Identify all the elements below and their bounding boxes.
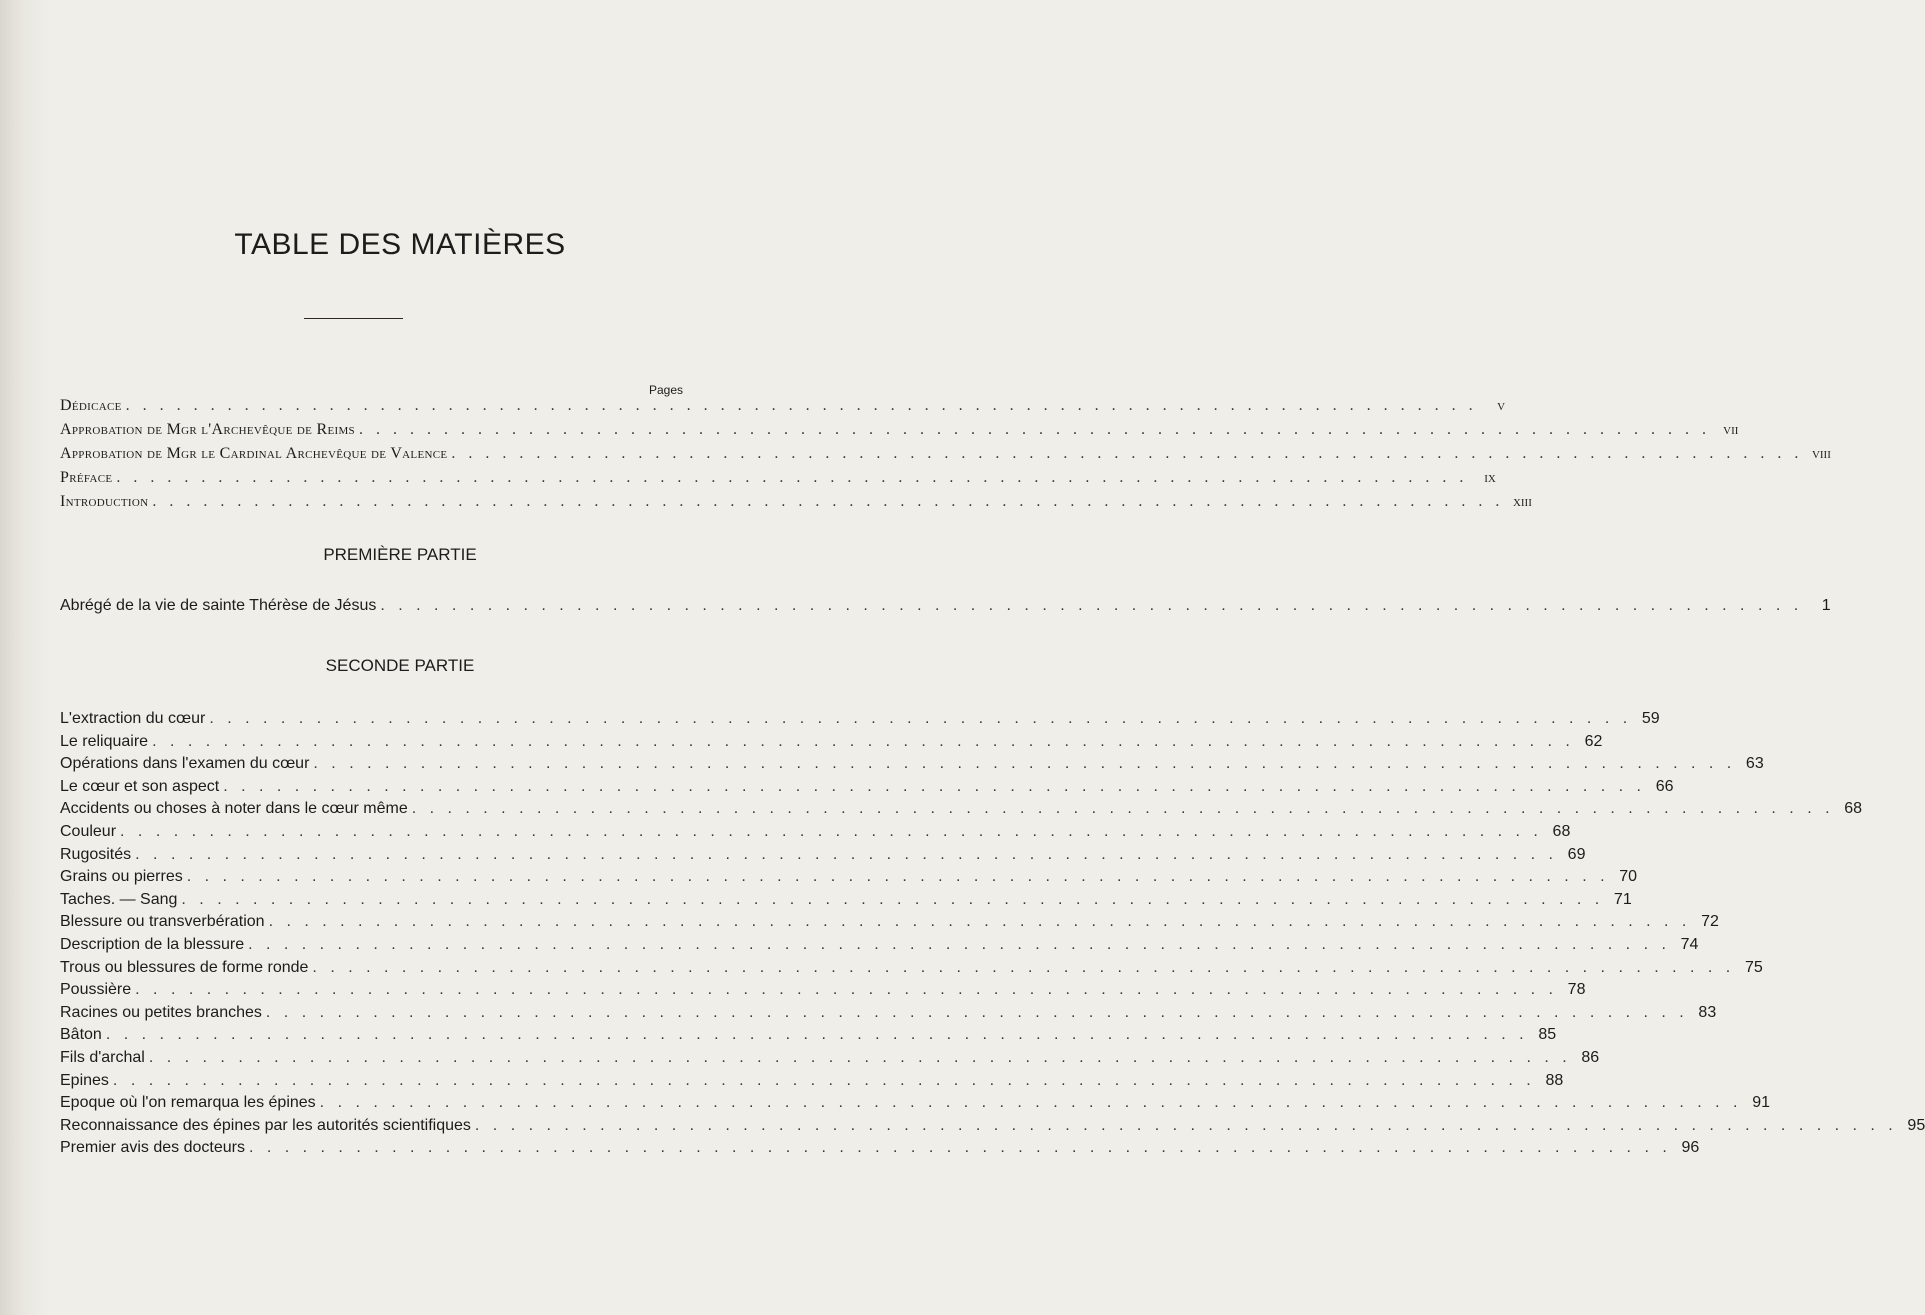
toc-entry-label: Introduction — [60, 493, 149, 510]
dot-leader: . . . . . . . . . . . . . . . . . . . . . . . . . . . . . . . . . . . . . . . . . . . . . . . . . . . . . . . . . . . . . . . . . . . . . . . . . . . . . . . . — [312, 958, 1735, 976]
toc-entry — [60, 1116, 1925, 1137]
toc-entry — [60, 800, 1863, 820]
toc-entry-page: 86 — [1581, 1049, 1600, 1066]
toc-entry — [60, 936, 1699, 956]
toc-entry-label: Reconnaissance des épines par les autorités scientifiques — [60, 1116, 471, 1134]
toc-entry-page: 69 — [1567, 845, 1586, 863]
pages-column-label: Pages — [648, 383, 683, 397]
toc-entry — [60, 913, 1719, 933]
toc-entry-page: xiii — [1512, 493, 1532, 510]
toc-entry — [60, 777, 1674, 798]
dot-leader: . . . . . . . . . . . . . . . . . . . . . . . . . . . . . . . . . . . . . . . . . . . . . . . . . . . . . . . . . . . . . . . . . . . . . . . . . . . . . . . . — [125, 397, 1478, 414]
toc-entry-label: Epoque où l'on remarqua les épines — [60, 1094, 316, 1112]
toc-entry — [60, 981, 1586, 1001]
dot-leader: . . . . . . . . . . . . . . . . . . . . . . . . . . . . . . . . . . . . . . . . . . . . . . . . . . . . . . . . . . . . . . . . . . . . . . . . . . . . . . . . — [313, 755, 1736, 773]
dot-leader: . . . . . . . . . . . . . . . . . . . . . . . . . . . . . . . . . . . . . . . . . . . . . . . . . . . . . . . . . . . . . . . . . . . . . . . . . . . . . . . . — [451, 445, 1803, 462]
dot-leader: . . . . . . . . . . . . . . . . . . . . . . . . . . . . . . . . . . . . . . . . . . . . . . . . . . . . . . . . . . . . . . . . . . . . . . . . . . . . . . . . — [209, 710, 1632, 727]
page-title: TABLE DES MATIÈRES — [234, 228, 566, 261]
toc-entry-part1 — [60, 597, 1831, 617]
dot-leader: . . . . . . . . . . . . . . . . . . . . . . . . . . . . . . . . . . . . . . . . . . . . . . . . . . . . . . . . . . . . . . . . . . . . . . . . . . . . . . . . — [152, 493, 1504, 510]
toc-entry-label: Racines ou petites branches — [60, 1003, 262, 1021]
dot-leader: . . . . . . . . . . . . . . . . . . . . . . . . . . . . . . . . . . . . . . . . . . . . . . . . . . . . . . . . . . . . . . . . . . . . . . . . . . . . . . . . — [112, 1071, 1536, 1089]
toc-entry-page: viii — [1811, 445, 1831, 462]
toc-entry-label: Accidents ou choses à noter dans le cœur même — [60, 800, 408, 818]
toc-entry-label: Epines — [60, 1071, 109, 1089]
dot-leader: . . . . . . . . . . . . . . . . . . . . . . . . . . . . . . . . . . . . . . . . . . . . . . . . . . . . . . . . . . . . . . . . . . . . . . . . . . . . . . . . — [248, 936, 1671, 953]
toc-entry-label: Dédicace — [60, 397, 122, 414]
dot-leader: . . . . . . . . . . . . . . . . . . . . . . . . . . . . . . . . . . . . . . . . . . . . . . . . . . . . . . . . . . . . . . . . . . . . . . . . . . . . . . . . — [181, 890, 1604, 908]
toc-entry-page: 95 — [1907, 1116, 1925, 1134]
toc-entry — [60, 1049, 1600, 1069]
toc-entry-page: ix — [1484, 469, 1496, 486]
toc-entry-label: Bâton — [60, 1026, 102, 1044]
toc-entry-label: Le cœur et son aspect — [60, 777, 220, 795]
dot-leader: . . . . . . . . . . . . . . . . . . . . . . . . . . . . . . . . . . . . . . . . . . . . . . . . . . . . . . . . . . . . . . . . . . . . . . . . . . . . . . . . — [380, 597, 1803, 614]
toc-entry-label: Approbation de Mgr l'Archevêque de Reims — [60, 421, 355, 438]
dot-leader: . . . . . . . . . . . . . . . . . . . . . . . . . . . . . . . . . . . . . . . . . . . . . . . . . . . . . . . . . . . . . . . . . . . . . . . . . . . . . . . . — [265, 1003, 1689, 1021]
dot-leader: . . . . . . . . . . . . . . . . . . . . . . . . . . . . . . . . . . . . . . . . . . . . . . . . . . . . . . . . . . . . . . . . . . . . . . . . . . . . . . . . — [358, 421, 1711, 438]
title-rule — [304, 318, 403, 319]
toc-entry-page: 70 — [1619, 868, 1638, 886]
toc-entry-page: v — [1497, 397, 1506, 414]
toc-entry-page: 85 — [1538, 1026, 1557, 1044]
toc-entry-page: 68 — [1552, 823, 1571, 840]
toc-entry-label: Taches. — Sang — [60, 890, 178, 908]
dot-leader: . . . . . . . . . . . . . . . . . . . . . . . . . . . . . . . . . . . . . . . . . . . . . . . . . . . . . . . . . . . . . . . . . . . . . . . . . . . . . . . . — [223, 777, 1646, 795]
toc-entry-page: 91 — [1752, 1094, 1770, 1112]
toc-entry-label: Approbation de Mgr le Cardinal Archevêque de Valence — [60, 445, 448, 462]
toc-entry-page: 62 — [1584, 732, 1603, 750]
dot-leader: . . . . . . . . . . . . . . . . . . . . . . . . . . . . . . . . . . . . . . . . . . . . . . . . . . . . . . . . . . . . . . . . . . . . . . . . . . . . . . . . — [474, 1116, 1898, 1134]
toc-entry — [60, 890, 1632, 911]
toc-entry-page: 74 — [1680, 936, 1699, 953]
dot-leader: . . . . . . . . . . . . . . . . . . . . . . . . . . . . . . . . . . . . . . . . . . . . . . . . . . . . . . . . . . . . . . . . . . . . . . . . . . . . . . . . — [186, 868, 1610, 886]
toc-entry-dedicace — [60, 397, 1506, 417]
toc-entry-label: Premier avis des docteurs — [60, 1139, 245, 1157]
dot-leader: . . . . . . . . . . . . . . . . . . . . . . . . . . . . . . . . . . . . . . . . . . . . . . . . . . . . . . . . . . . . . . . . . . . . . . . . . . . . . . . . — [105, 1026, 1529, 1044]
toc-entry-label: Fils d'archal — [60, 1049, 145, 1066]
toc-entry-introduction — [60, 493, 1532, 513]
toc-entry — [60, 755, 1764, 775]
toc-entry-page: 66 — [1655, 777, 1674, 795]
dot-leader: . . . . . . . . . . . . . . . . . . . . . . . . . . . . . . . . . . . . . . . . . . . . . . . . . . . . . . . . . . . . . . . . . . . . . . . . . . . . . . . . — [248, 1139, 1672, 1157]
toc-entry-preface — [60, 469, 1496, 489]
toc-entry-page: 83 — [1698, 1003, 1717, 1021]
toc-entry-label: Grains ou pierres — [60, 868, 183, 886]
toc-entry-page: 63 — [1745, 755, 1764, 773]
toc-entry-page: 1 — [1821, 597, 1831, 614]
toc-entry-page: 75 — [1744, 958, 1763, 976]
toc-entry-label: Poussière — [60, 981, 132, 999]
dot-leader: . . . . . . . . . . . . . . . . . . . . . . . . . . . . . . . . . . . . . . . . . . . . . . . . . . . . . . . . . . . . . . . . . . . . . . . . . . . . . . . . — [268, 913, 1691, 931]
dot-leader: . . . . . . . . . . . . . . . . . . . . . . . . . . . . . . . . . . . . . . . . . . . . . . . . . . . . . . . . . . . . . . . . . . . . . . . . . . . . . . . . — [411, 800, 1835, 818]
toc-entry — [60, 1094, 1770, 1114]
toc-entry — [60, 1026, 1557, 1046]
toc-entry — [60, 823, 1571, 843]
part2-heading: SECONDE PARTIE — [325, 656, 475, 675]
toc-entry — [60, 1003, 1717, 1024]
dot-leader: . . . . . . . . . . . . . . . . . . . . . . . . . . . . . . . . . . . . . . . . . . . . . . . . . . . . . . . . . . . . . . . . . . . . . . . . . . . . . . . . — [135, 981, 1558, 999]
toc-entry-page: 59 — [1641, 710, 1660, 727]
toc-entry-label: Rugosités — [60, 845, 132, 863]
toc-entry — [60, 732, 1603, 753]
dot-leader: . . . . . . . . . . . . . . . . . . . . . . . . . . . . . . . . . . . . . . . . . . . . . . . . . . . . . . . . . . . . . . . . . . . . . . . . . . . . . . . . — [152, 732, 1575, 750]
toc-entry-approbation-valence — [60, 445, 1831, 465]
toc-entry-label: Couleur — [60, 823, 117, 840]
toc-entry-page: 96 — [1681, 1139, 1700, 1157]
toc-entry-page: 68 — [1844, 800, 1863, 818]
toc-entry-page: 72 — [1701, 913, 1719, 931]
toc-entry-label: L'extraction du cœur — [60, 710, 206, 727]
toc-entry — [60, 845, 1586, 866]
toc-entry-label: Préface — [60, 469, 113, 486]
toc-entry — [60, 868, 1638, 888]
toc-entry-label: Blessure ou transverbération — [60, 913, 265, 931]
toc-entry-label: Description de la blessure — [60, 936, 245, 953]
toc-entry-page: vii — [1723, 421, 1739, 438]
dot-leader: . . . . . . . . . . . . . . . . . . . . . . . . . . . . . . . . . . . . . . . . . . . . . . . . . . . . . . . . . . . . . . . . . . . . . . . . . . . . . . . . — [116, 469, 1468, 486]
toc-entry — [60, 1139, 1700, 1159]
dot-leader: . . . . . . . . . . . . . . . . . . . . . . . . . . . . . . . . . . . . . . . . . . . . . . . . . . . . . . . . . . . . . . . . . . . . . . . . . . . . . . . . — [319, 1094, 1742, 1112]
toc-entry — [60, 1071, 1564, 1092]
part1-heading: PREMIÈRE PARTIE — [323, 545, 477, 564]
dot-leader: . . . . . . . . . . . . . . . . . . . . . . . . . . . . . . . . . . . . . . . . . . . . . . . . . . . . . . . . . . . . . . . . . . . . . . . . . . . . . . . . — [148, 1049, 1572, 1066]
toc-entry-label: Le reliquaire — [60, 732, 149, 750]
toc-entry — [60, 710, 1660, 730]
toc-entry-label: Abrégé de la vie de sainte Thérèse de Jésus — [60, 597, 377, 614]
toc-entry-label: Opérations dans l'examen du cœur — [60, 755, 310, 773]
dot-leader: . . . . . . . . . . . . . . . . . . . . . . . . . . . . . . . . . . . . . . . . . . . . . . . . . . . . . . . . . . . . . . . . . . . . . . . . . . . . . . . . — [135, 845, 1558, 863]
dot-leader: . . . . . . . . . . . . . . . . . . . . . . . . . . . . . . . . . . . . . . . . . . . . . . . . . . . . . . . . . . . . . . . . . . . . . . . . . . . . . . . . — [120, 823, 1543, 840]
toc-entry — [60, 958, 1763, 979]
toc-entry-label: Trous ou blessures de forme ronde — [60, 958, 309, 976]
toc-entry-page: 88 — [1545, 1071, 1564, 1089]
toc-entry-approbation-reims — [60, 421, 1739, 441]
toc-entry-page: 78 — [1567, 981, 1586, 999]
toc-entry-page: 71 — [1613, 890, 1632, 908]
